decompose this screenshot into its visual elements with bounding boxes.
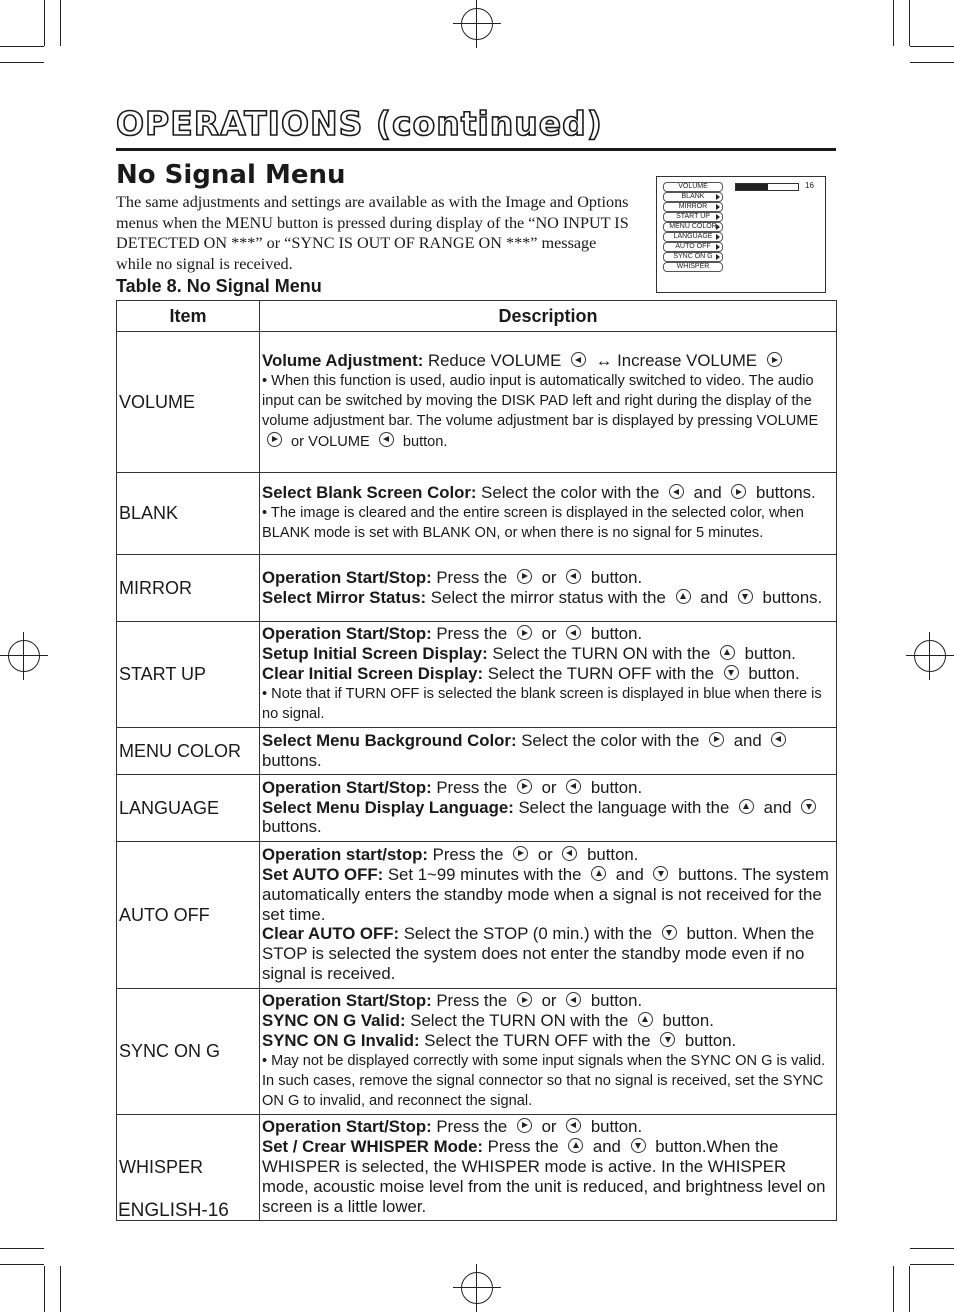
- table-row-menucolor: [117, 728, 837, 775]
- up-button-icon: [739, 799, 754, 814]
- down-button-icon: [662, 925, 677, 940]
- down-button-icon: [724, 665, 739, 680]
- row-description: Operation start/stop: Press the or button. Set AUTO OFF: Set 1~99 minutes with the and buttons. The system automatically enters the standby mode when a signal is not received for the set time. Clear AUTO OFF: Select the STOP (0 min.) with the button. When the STOP is selected the system does not enter the standby mode even if no signal is received.: [260, 842, 837, 989]
- row-item-label: WHISPER: [117, 1114, 260, 1220]
- osd-arrow-icon: [716, 244, 720, 250]
- right-button-icon: [517, 779, 532, 794]
- osd-volume-fill: [736, 184, 768, 190]
- right-button-icon: [517, 569, 532, 584]
- row-description: Operation Start/Stop: Press the or button. Setup Initial Screen Display: Select the TURN ON with the button. Clear Initial Screen Display: Select the TURN OFF with the button. • Note that if TURN OFF is selected the blank screen is displayed in blue when there is no signal.: [260, 622, 837, 728]
- registration-mark-right: [906, 632, 954, 680]
- desc-note: • May not be displayed correctly with some input signals when the SYNC ON G is valid. In such cases, remove the signal connector so that no signal is received, set the SYNC ON G to invalid, and reconnect the signal.: [262, 1052, 826, 1109]
- down-button-icon: [801, 799, 816, 814]
- osd-volume-bar: [735, 183, 799, 191]
- desc-bold-label: Operation start/stop:: [262, 844, 428, 864]
- right-button-icon: [517, 1118, 532, 1133]
- desc-bold-label: Select Menu Background Color:: [262, 730, 517, 750]
- table-header-row: [117, 301, 837, 332]
- left-button-icon: [566, 569, 581, 584]
- crop-mark: [893, 1266, 894, 1312]
- osd-arrow-icon: [716, 204, 720, 210]
- table-row-syncong: [117, 989, 837, 1115]
- osd-item-menucolor: MENU COLOR: [663, 222, 723, 232]
- right-button-icon: [731, 484, 746, 499]
- up-button-icon: [676, 589, 691, 604]
- down-button-icon: [660, 1032, 675, 1047]
- crop-mark: [44, 1266, 45, 1312]
- up-button-icon: [591, 866, 606, 881]
- registration-mark-left: [0, 632, 48, 680]
- osd-arrow-icon: [716, 234, 720, 240]
- desc-bold-label: SYNC ON G Valid:: [262, 1010, 406, 1030]
- crop-mark: [910, 1264, 954, 1265]
- table-caption: Table 8. No Signal Menu: [116, 276, 322, 296]
- row-item-label: SYNC ON G: [117, 989, 260, 1115]
- left-button-icon: [771, 732, 786, 747]
- section-title: No Signal Menu: [116, 160, 346, 190]
- desc-note: • Note that if TURN OFF is selected the blank screen is displayed in blue when there is no signal.: [262, 685, 822, 722]
- table-row-startup: [117, 622, 837, 728]
- right-button-icon: [517, 992, 532, 1007]
- table-row-mirror: [117, 555, 837, 622]
- down-button-icon: [738, 589, 753, 604]
- crop-mark: [910, 62, 954, 63]
- page-number: ENGLISH-16: [118, 1200, 229, 1221]
- row-description: Select Blank Screen Color: Select the color with the and buttons. • The image is cleared and the entire screen is displayed in the selected color, when BLANK mode is set with BLANK ON, or when there is no signal for 5 minutes.: [260, 473, 837, 555]
- row-description: Select Menu Background Color: Select the color with the and buttons.: [260, 728, 837, 775]
- left-button-icon: [566, 992, 581, 1007]
- osd-item-startup: START UP: [663, 212, 723, 222]
- row-item-label: MENU COLOR: [117, 728, 260, 775]
- registration-mark-bottom: [453, 1264, 501, 1312]
- down-button-icon: [631, 1138, 646, 1153]
- left-button-icon: [669, 484, 684, 499]
- crop-mark: [910, 1248, 954, 1249]
- table-row-autooff: [117, 842, 837, 989]
- row-item-label: AUTO OFF: [117, 842, 260, 989]
- crop-mark: [893, 0, 894, 46]
- desc-bold-label: Set / Crear WHISPER Mode:: [262, 1136, 483, 1156]
- up-button-icon: [638, 1012, 653, 1027]
- crop-mark: [909, 0, 910, 46]
- right-button-icon: [709, 732, 724, 747]
- crop-mark: [44, 0, 45, 46]
- row-item-label: LANGUAGE: [117, 775, 260, 842]
- no-signal-menu-table: [116, 300, 837, 1221]
- desc-bold-label: Clear Initial Screen Display:: [262, 663, 484, 683]
- column-header-item: Item: [117, 301, 260, 332]
- desc-bold-label: Volume Adjustment:: [262, 351, 424, 371]
- desc-bold-label: SYNC ON G Invalid:: [262, 1030, 420, 1050]
- table-row-blank: [117, 473, 837, 555]
- desc-bold-label: Clear AUTO OFF:: [262, 924, 400, 944]
- crop-mark: [60, 1266, 61, 1312]
- left-button-icon: [562, 846, 577, 861]
- crop-mark: [909, 1266, 910, 1312]
- row-item-label: MIRROR: [117, 555, 260, 622]
- osd-volume-value: 16: [805, 181, 814, 190]
- desc-bold-label: Select Menu Display Language:: [262, 797, 514, 817]
- right-button-icon: [517, 625, 532, 640]
- desc-bold-label: Operation Start/Stop:: [262, 624, 432, 644]
- crop-mark: [60, 0, 61, 46]
- osd-arrow-icon: [716, 194, 720, 200]
- osd-arrow-icon: [716, 254, 720, 260]
- desc-bold-label: Select Blank Screen Color:: [262, 483, 477, 503]
- desc-bold-label: Setup Initial Screen Display:: [262, 644, 488, 664]
- crop-mark: [0, 1248, 44, 1249]
- osd-item-whisper: WHISPER: [663, 262, 723, 272]
- row-description: Operation Start/Stop: Press the or button. Set / Crear WHISPER Mode: Press the and button.When the WHISPER is selected, the WHISPER mode is active. In the WHISPER mode, acoustic moise level from the unit is reduced, and brightness level on screen is a little lower.: [260, 1114, 837, 1220]
- table-row-language: [117, 775, 837, 842]
- row-description: Operation Start/Stop: Press the or button. Select Mirror Status: Select the mirror status with the and buttons.: [260, 555, 837, 622]
- left-button-icon: [566, 625, 581, 640]
- desc-bold-label: Set AUTO OFF:: [262, 864, 384, 884]
- crop-mark: [910, 46, 954, 47]
- desc-note: • When this function is used, audio input is automatically switched to video. The audio input can be switched by moving the DISK PAD left and right during the display of the volume adjustment bar. The volume adjustment bar is displayed by pressing VOLUME or VOLUME button.: [262, 372, 819, 450]
- osd-item-blank: BLANK: [663, 192, 723, 202]
- up-button-icon: [720, 645, 735, 660]
- table-row-volume: [117, 332, 837, 473]
- left-button-icon: [566, 779, 581, 794]
- osd-item-language: LANGUAGE: [663, 232, 723, 242]
- crop-mark: [0, 1264, 44, 1265]
- row-description: Operation Start/Stop: Press the or button. Select Menu Display Language: Select the language with the and buttons.: [260, 775, 837, 842]
- osd-item-mirror: MIRROR: [663, 202, 723, 212]
- down-button-icon: [653, 866, 668, 881]
- row-item-label: START UP: [117, 622, 260, 728]
- desc-bold-label: Operation Start/Stop:: [262, 567, 432, 587]
- osd-item-autooff: AUTO OFF: [663, 242, 723, 252]
- left-button-icon: [566, 1118, 581, 1133]
- desc-note: • The image is cleared and the entire screen is displayed in the selected color, when BLANK mode is set with BLANK ON, or when there is no signal for 5 minutes.: [262, 504, 804, 541]
- right-button-icon: [513, 846, 528, 861]
- row-item-label: VOLUME: [117, 332, 260, 473]
- intro-paragraph: The same adjustments and settings are available as with the Image and Options menus when the MENU button is pressed during display of the “NO INPUT IS DETECTED ON ***” or “SYNC IS OUT OF RANGE ON ***” message while no signal is received.: [116, 193, 629, 273]
- crop-mark: [0, 46, 44, 47]
- left-button-icon: [571, 352, 586, 367]
- row-item-label: BLANK: [117, 473, 260, 555]
- osd-arrow-icon: [716, 224, 720, 230]
- desc-bold-label: Select Mirror Status:: [262, 587, 427, 607]
- left-button-icon: [379, 432, 394, 447]
- page-header-title: OPERATIONS (continued): [116, 104, 603, 143]
- up-button-icon: [568, 1138, 583, 1153]
- right-button-icon: [767, 352, 782, 367]
- osd-menu-illustration: [656, 176, 826, 293]
- osd-item-syncong: SYNC ON G: [663, 252, 723, 262]
- row-description: Operation Start/Stop: Press the or button. SYNC ON G Valid: Select the TURN ON with the button. SYNC ON G Invalid: Select the TURN OFF with the button. • May not be displayed correctly with some input signals when the SYNC ON G is valid. In such cases, remove the signal connector so that no signal is received, set the SYNC ON G to invalid, and reconnect the signal.: [260, 989, 837, 1115]
- desc-bold-label: Operation Start/Stop:: [262, 1116, 432, 1136]
- desc-bold-label: Operation Start/Stop:: [262, 991, 432, 1010]
- header-rule: [116, 148, 836, 151]
- right-button-icon: [267, 432, 282, 447]
- registration-mark-top: [453, 0, 501, 48]
- osd-item-volume: VOLUME: [663, 182, 723, 192]
- column-header-description: Description: [260, 301, 837, 332]
- row-description: Volume Adjustment: Reduce VOLUME ↔ Increase VOLUME • When this function is used, audio input is automatically switched to video. The audio input can be switched by moving the DISK PAD left and right during the display of the volume adjustment bar. The volume adjustment bar is displayed by pressing VOLUME or VOLUME button.: [260, 332, 837, 473]
- desc-bold-label: Operation Start/Stop:: [262, 777, 432, 797]
- osd-arrow-icon: [716, 214, 720, 220]
- crop-mark: [0, 62, 44, 63]
